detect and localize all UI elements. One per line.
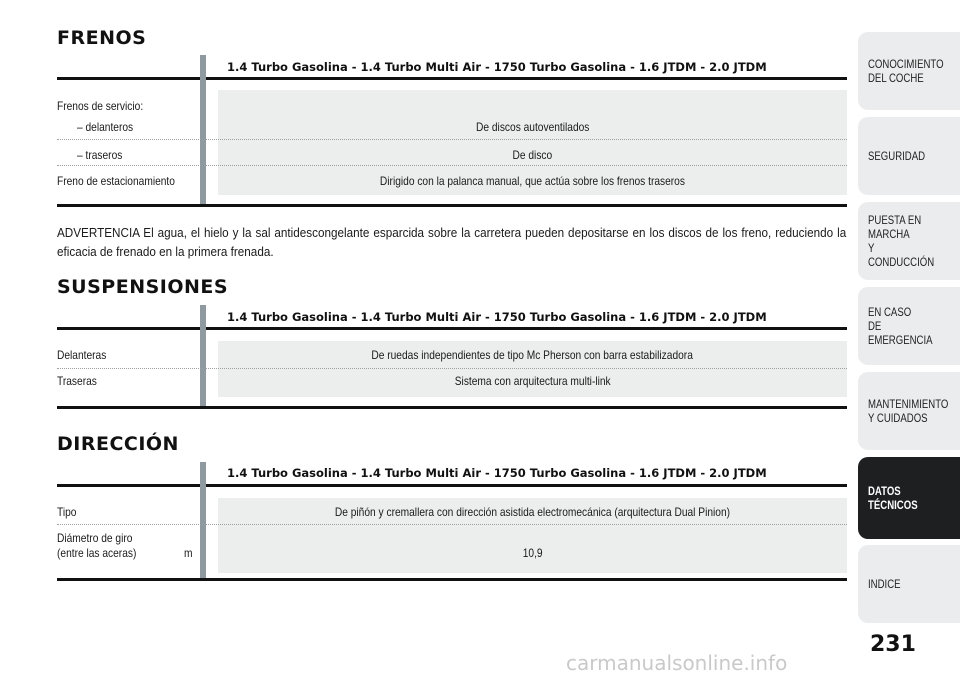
direccion-turning-label: Diámetro de giro: [57, 531, 133, 545]
suspensiones-bottom-rule: [57, 406, 847, 409]
frenos-vertical-bar: [200, 55, 206, 205]
tab-seguridad[interactable]: SEGURIDAD: [858, 117, 960, 195]
direccion-divider: [57, 524, 847, 525]
frenos-parking-value: Dirigido con la palanca manual, que actúa sobre los frenos traseros: [379, 174, 686, 188]
frenos-rear-label: – traseros: [77, 148, 123, 162]
frenos-bottom-rule: [57, 204, 847, 207]
direccion-turning-sublabel: (entre las aceras): [57, 546, 137, 560]
suspensiones-rear-label: Traseras: [57, 374, 97, 388]
suspensiones-front-value: De ruedas independientes de tipo Mc Pherson con barra estabilizadora: [371, 348, 694, 362]
frenos-front-label: – delanteros: [77, 120, 134, 134]
section-title-direccion: DIRECCIÓN: [57, 433, 179, 455]
direccion-type-label: Tipo: [57, 505, 77, 519]
direccion-turning-unit: m: [184, 546, 193, 560]
frenos-top-rule: [57, 77, 847, 80]
tab-datos-tecnicos[interactable]: DATOS TÉCNICOS: [858, 457, 960, 539]
frenos-divider: [57, 165, 847, 166]
brake-warning-paragraph: ADVERTENCIA El agua, el hielo y la sal antidescongelante esparcida sobre la carretera pueden depositarse en los discos de los freno, reduciendo la eficacia de frenado en la primera frenada.: [57, 225, 847, 259]
frenos-models-header: 1.4 Turbo Gasolina - 1.4 Turbo Multi Air - 1750 Turbo Gasolina - 1.6 JTDM - 2.0 JTDM: [227, 60, 767, 74]
direccion-bottom-rule: [57, 578, 847, 581]
direccion-models-header: 1.4 Turbo Gasolina - 1.4 Turbo Multi Air - 1750 Turbo Gasolina - 1.6 JTDM - 2.0 JTDM: [227, 466, 767, 480]
suspensiones-top-rule: [57, 327, 847, 330]
suspensiones-rear-value: Sistema con arquitectura multi-link: [454, 374, 611, 388]
page-number: 231: [870, 632, 916, 657]
direccion-vertical-bar: [200, 462, 206, 579]
suspensiones-divider: [57, 368, 847, 369]
tab-conocimiento-del-coche[interactable]: CONOCIMIENTO DEL COCHE: [858, 32, 960, 110]
section-title-suspensiones: SUSPENSIONES: [57, 276, 229, 298]
tab-mantenimiento[interactable]: MANTENIMIENTO Y CUIDADOS: [858, 372, 960, 450]
frenos-rear-value: De disco: [512, 148, 553, 162]
direccion-top-rule: [57, 484, 847, 487]
tab-en-caso-de-emergencia[interactable]: EN CASO DE EMERGENCIA: [858, 287, 960, 365]
direccion-turning-value: 10,9: [522, 546, 543, 560]
frenos-service-label: Frenos de servicio:: [57, 99, 144, 113]
frenos-parking-label: Freno de estacionamiento: [57, 174, 175, 188]
suspensiones-models-header: 1.4 Turbo Gasolina - 1.4 Turbo Multi Air - 1750 Turbo Gasolina - 1.6 JTDM - 2.0 JTDM: [227, 310, 767, 324]
watermark: carmanualsonline.info: [566, 651, 788, 675]
suspensiones-vertical-bar: [200, 305, 206, 407]
direccion-type-value: De piñón y cremallera con dirección asistida electromecánica (arquitectura Dual Pinion): [334, 505, 731, 519]
frenos-divider: [57, 139, 847, 140]
tab-indice[interactable]: INDICE: [858, 545, 960, 623]
tab-puesta-en-marcha[interactable]: PUESTA EN MARCHA Y CONDUCCIÓN: [858, 202, 960, 280]
frenos-front-value: De discos autoventilados: [475, 120, 590, 134]
suspensiones-front-label: Delanteras: [57, 348, 107, 362]
section-title-frenos: FRENOS: [57, 27, 147, 49]
